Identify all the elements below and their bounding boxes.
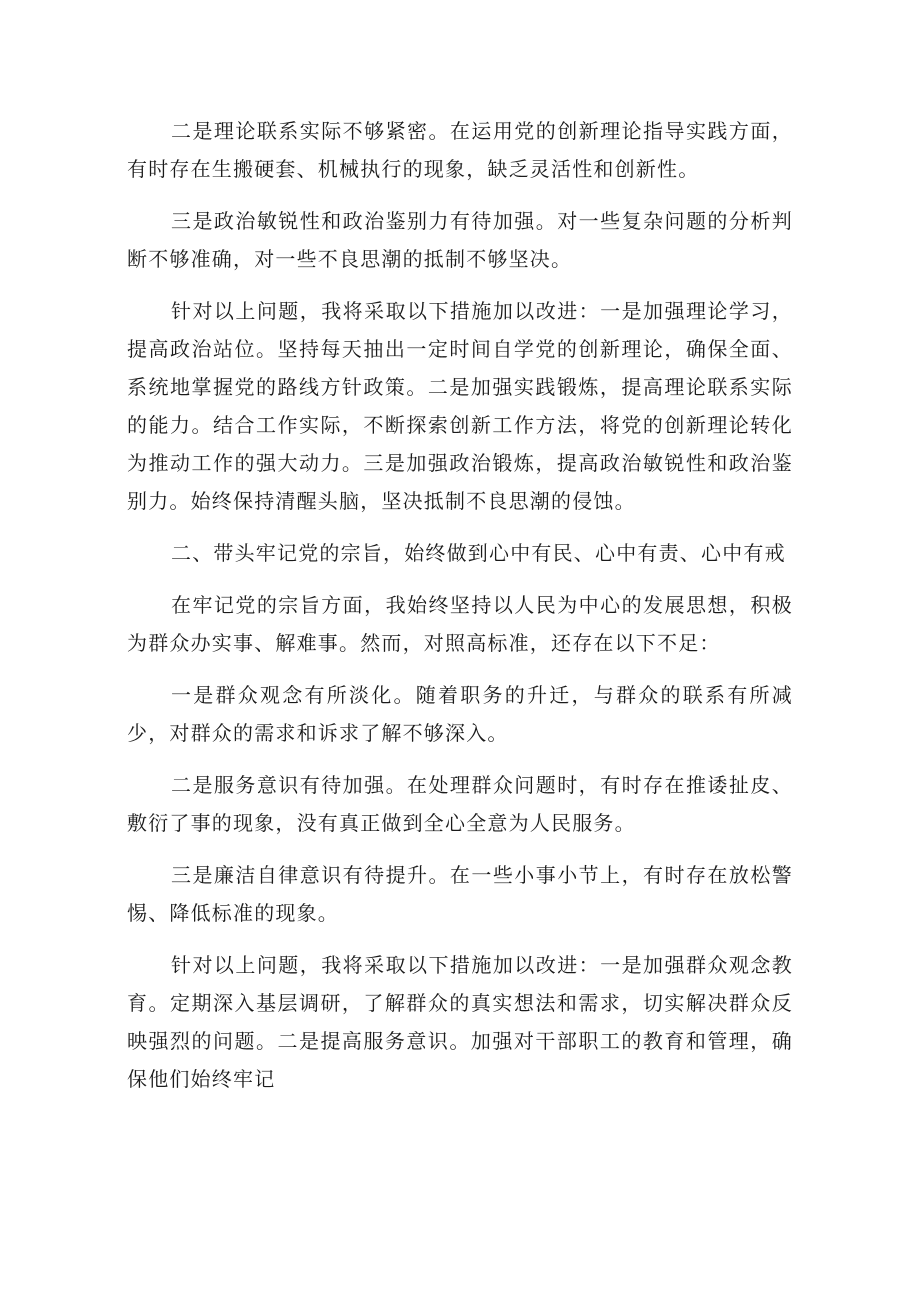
section-heading-party-purpose: 二、带头牢记党的宗旨，始终做到心中有民、心中有责、心中有戒	[171, 541, 786, 565]
paragraph-mass-concept: 一是群众观念有所淡化。随着职务的升迁，与群众的联系有所减少，对群众的需求和诉求了解不够深入。	[127, 683, 793, 745]
paragraph-party-purpose-intro: 在牢记党的宗旨方面，我始终坚持以人民为中心的发展思想，积极为群众办实事、解难事。然而，对照高标准，还存在以下不足：	[127, 593, 793, 655]
paragraph-integrity-selfdiscipline: 三是廉洁自律意识有待提升。在一些小事小节上，有时存在放松警惕、降低标准的现象。	[127, 863, 793, 925]
paragraph-service-awareness: 二是服务意识有待加强。在处理群众问题时，有时存在推诿扯皮、敷衍了事的现象，没有真正做到全心全意为人民服务。	[127, 773, 793, 835]
paragraph-improvement-measures-2: 针对以上问题，我将采取以下措施加以改进：一是加强群众观念教育。定期深入基层调研，了解群众的真实想法和需求，切实解决群众反映强烈的问题。二是提高服务意识。加强对干部职工的教育和管理，确保他们始终牢记	[127, 953, 793, 1091]
document-body	[127, 112, 793, 1112]
paragraph-improvement-measures-1: 针对以上问题，我将采取以下措施加以改进：一是加强理论学习，提高政治站位。坚持每天抽出一定时间自学党的创新理论，确保全面、系统地掌握党的路线方针政策。二是加强实践锻炼，提高理论联系实际的能力。结合工作实际，不断探索创新工作方法，将党的创新理论转化为推动工作的强大动力。三是加强政治锻炼，提高政治敏锐性和政治鉴别力。始终保持清醒头脑，坚决抵制不良思潮的侵蚀。	[127, 299, 793, 513]
paragraph-theory-practice: 二是理论联系实际不够紧密。在运用党的创新理论指导实践方面，有时存在生搬硬套、机械执行的现象，缺乏灵活性和创新性。	[127, 119, 793, 181]
paragraph-political-sensitivity: 三是政治敏锐性和政治鉴别力有待加强。对一些复杂问题的分析判断不够准确，对一些不良思潮的抵制不够坚决。	[127, 209, 793, 271]
